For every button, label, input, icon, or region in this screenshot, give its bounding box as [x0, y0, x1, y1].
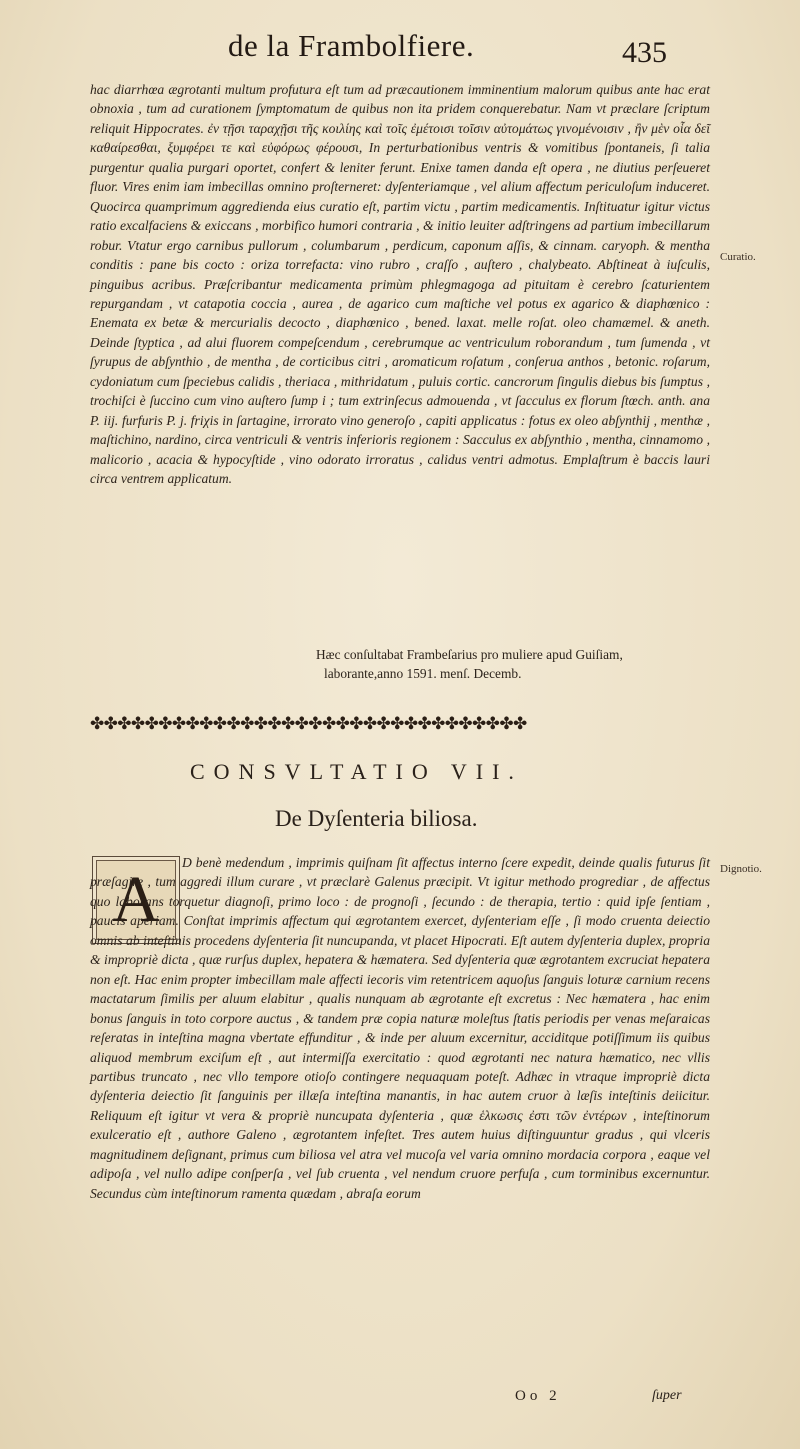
- page-number: 435: [622, 36, 667, 69]
- attribution-line-1: Hæc conſultabat Frambeſarius pro muliere apud Guiſiam,: [316, 647, 623, 662]
- running-head: de la Frambolfiere.: [228, 28, 475, 63]
- attribution-line-2: laborante,anno 1591. menſ. Decemb.: [324, 666, 522, 681]
- paragraph: hac diarrhœa ægrotanti multum profutura eſt tum ad præcautionem imminentium malorum quibus ante hac erat obnoxia , tum ad curationem ſymptomatum de quibus non ita pridem conquerebatur. Nam vt præclare ſcriptum reliquit Hippocrates. ἐν τῇσι ταραχῇσι τῆς κοιλίης καὶ τοῖς ἐμέτοισι τοῖσιν αὐτομάτως γινομένοισιν , ἢν μὲν οἷα δεῖ καθαίρεσθαι, ξυμφέρει τε καὶ εὐφόρως φέρουσι, In perturbationibus ventris & vomitibus ſpontaneis, ſi talia purgentur qualia purgari oportet, confert & leniter ferunt. Enixe tamen danda eſt opera , ne diutius perſeueret fluor. Vires enim iam imbecillas omnino proſterneret: dyſenteriamque , vel alium affectum periculoſum induceret. Quocirca quamprimum aggredienda eius curatio eſt, partim victu , partim medicamentis. Inſtituatur igitur victus ratio excalfaciens & exiccans , morbifico humori contraria , & initio leuiter adſtringens ad partium imbecillarum robur. Vtatur ergo carnibus pullorum , columbarum , perdicum, caponum aſſis, & cinnam. caryoph. & mentha conditis : pane bis cocto : oriza torrefacta: vino rubro , craſſo , auſtero , chalybeato. Abſtineat à iuſculis, pinguibus acribus. Præſcribantur medicamenta primùm phlegmagoga ad pituitam è cerebro ſcaturientem repurgandam , vt catapotia coccia , aurea , de agarico cum maſtiche vel potus ex agarico & diaphœnico : Enemata ex betæ & mercurialis decocto , diaphœnico , bened. laxat. melle roſat. oleo chamæmel. & aneth. Deinde ſtyptica , ad alui fluorem compeſcendum , cerebrumque ac ventriculum roborandum , tum ſumenda , vt ſyrupus de abſynthio , de mentha , de corticibus citri , aromaticum roſatum , conſerua anthos , betonic. roſarum, cydoniatum cum ſpeciebus calidis , theriaca , mithridatum , puluis cortic. cancrorum ſingulis diebus bis ſumptus , trochiſci è ſuccino cum vino auſtero ſump i ; tum extrinſecus admouenda , vt ſacculus ex florum ſtœch. anth. ana P. iij. furfuris P. j. friχis in ſartagine, irrorato vino generoſo , capiti applicatus : fotus ex oleo abſynthij , menthæ , maſtichino, nardino, circa ventriculi & ventris inferioris regionem : Sacculus ex abſynthio , mentha, cinnamomo , malicorio , acacia & hypocyſtide , vino odorato irroratus , calidus ventri admotus. Emplaſtrum è baccis lauri circa ventrem applicatum.: [90, 82, 710, 487]
- catchword: ſuper: [652, 1388, 682, 1403]
- decorated-initial: A: [92, 856, 180, 944]
- section-heading: CONSVLTATIO VII.: [190, 759, 523, 784]
- text-block-continuation: [90, 80, 710, 612]
- paragraph: D benè medendum , imprimis quiſnam ſit affectus interno ſcere expedit, deinde qualis futurus ſit præſagire , tum aggredi illum curare , vt præclarè Galenus præcipit. Vt igitur methodo progrediar , de affectus quo laborans torquetur diagnoſi, primo loco : de prognoſi , ſecundo : de therapia, tertio : quid ipſe ſentiam , paucis aperiam. Conſtat imprimis affectum qui ægrotantem exercet, dyſenteriam eſſe , ſi modo cruenta deiectio omnis ab inteſtinis procedens dyſenteria ſit nuncupanda, vt placet Hipocrati. Eſt autem dyſenteria duplex, propria & impropriè dicta , quæ rurſus duplex, hepatera & hæmatera. Sed dyſenteria quæ ægrotantem excruciat hepatera non eſt. Hac enim propter imbecillam male affecti iecoris vim retentricem aquoſus ſanguis loturæ carnium recens mactatarum ſimilis per aluum elabitur , qualis nunquam ab ægrotante eſt excretus : Nec hæmatera , hac enim bonus ſanguis in toto corpore auctus , & tandem præ copia naturæ moleſtus ſtatis periodis per venas meſaraicas reſeratas in inteſtina magna vbertate effunditur , & inde per aluum excernitur, acciditque potiſſimum iis quibus aliquod membrum exciſum eſt , aut intermiſſa exercitatio : quod ægrotanti nec natura hæmatico, nec vllis partibus truncato , nec vllo tempore otioſo contingere nequaquam poteſt. Adhæc in vtraque impropriè dicta dyſenteria deiectio ſit ſanguinis per illæſa inteſtina manantis, in hac autem cruor à læſis inteſtinis deiicitur. Reliquum eſt igitur vt vera & propriè nuncupata dyſenteria , quæ ἑλκωσις ἐστι τῶν ἐντέρων , inteſtinorum exulceratio eſt , authore Galeno , ægrotantem infeſtet. Tres autem huius diſtinguuntur gradus , qui vlceris magnitudinem deſignant, primus cum biliosa vel atra vel mucoſa vel varia omnino mordacia corpora , eaque vel adipoſa , vel nullo adipe conſperſa , vel ſub cruenta , vel nendum cruore perfuſa , cum torminibus excernuntur. Secundus cùm inteſtinorum ramenta quædam , abraſa eorum: [90, 855, 710, 1201]
- margin-note-curatio: Curatio.: [720, 251, 756, 263]
- decorative-fleuron-band: ✤✤✤✤✤✤✤✤✤✤✤✤✤✤✤✤✤✤✤✤✤✤✤✤✤✤✤✤✤✤✤✤: [90, 714, 527, 733]
- consultation-attribution: [316, 645, 676, 683]
- text-block-consultatio: [90, 853, 710, 1383]
- margin-note-dignotio: Dignotio.: [720, 863, 762, 875]
- section-subheading: De Dyſenteria biliosa.: [275, 806, 478, 831]
- signature-mark: Oo 2: [515, 1388, 561, 1404]
